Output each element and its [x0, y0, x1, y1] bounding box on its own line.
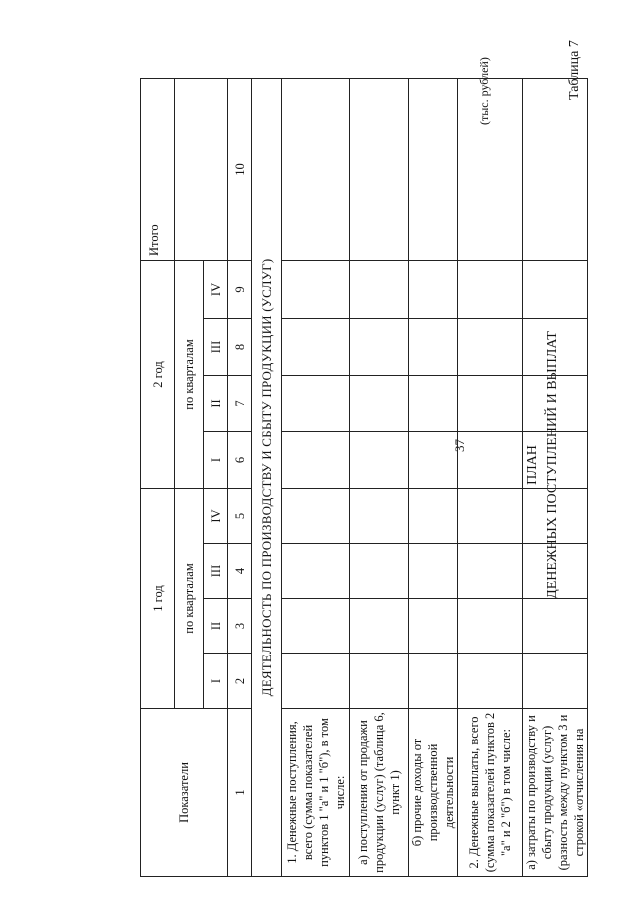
column-number: 7 — [228, 375, 252, 431]
header-y1-q2: II — [204, 599, 228, 654]
table-cell — [282, 544, 350, 599]
table-cell — [523, 544, 588, 599]
column-number: 10 — [228, 78, 252, 260]
row-label: 1. Денежные поступления, всего (сумма показателей пунктов 1 "а" и 1 "б"), в том числе: — [282, 709, 350, 877]
header-indicators: Показатели — [141, 709, 228, 877]
column-number: 2 — [228, 654, 252, 709]
table-cell — [350, 599, 409, 654]
table-cell — [282, 488, 350, 543]
cash-flow-plan-table — [140, 78, 588, 877]
table-cell — [282, 78, 350, 260]
row-label: а) поступления от продажи продукции (услуг) (таблица 6, пункт 1) — [350, 709, 409, 877]
table-cell — [350, 488, 409, 543]
header-y2-q1: I — [204, 431, 228, 488]
table-cell — [409, 544, 458, 599]
table-cell — [350, 375, 409, 431]
table-cell — [282, 375, 350, 431]
header-y2-q2: II — [204, 375, 228, 431]
column-number: 3 — [228, 599, 252, 654]
table-cell — [409, 318, 458, 375]
row-label: 2. Денежные выплаты, всего (сумма показателей пунктов 2 "а" и 2 "б") в том числе: — [458, 709, 523, 877]
table-cell — [523, 78, 588, 260]
table-cell — [523, 260, 588, 318]
header-y2-q4: IV — [204, 260, 228, 318]
table-cell — [409, 78, 458, 260]
table-cell — [458, 599, 523, 654]
header-year2: 2 год — [141, 260, 175, 488]
column-number: 1 — [228, 709, 252, 877]
column-number: 9 — [228, 260, 252, 318]
table-cell — [458, 260, 523, 318]
table-number: Таблица 7 — [567, 40, 582, 100]
table-cell — [458, 654, 523, 709]
column-number: 8 — [228, 318, 252, 375]
table-cell — [409, 260, 458, 318]
table-cell — [523, 599, 588, 654]
column-number: 6 — [228, 431, 252, 488]
table-cell — [458, 318, 523, 375]
table-cell — [523, 318, 588, 375]
document-title-line1: ПЛАН — [525, 445, 540, 485]
table-cell — [350, 318, 409, 375]
table-cell — [350, 654, 409, 709]
table-cell — [523, 431, 588, 488]
table-cell — [350, 78, 409, 260]
table-cell — [409, 375, 458, 431]
page-number: 37 — [452, 439, 467, 452]
row-label: б) прочие доходы от производственной деятельности — [409, 709, 458, 877]
table-cell — [282, 654, 350, 709]
table-cell — [350, 260, 409, 318]
table-cell — [350, 431, 409, 488]
table-cell — [458, 375, 523, 431]
header-y1-q4: IV — [204, 488, 228, 543]
header-y1-q3: III — [204, 544, 228, 599]
table-cell — [350, 544, 409, 599]
column-number: 5 — [228, 488, 252, 543]
row-label: а) затраты по производству и сбыту продукции (услуг) (разность между пунктом 3 и строкой «отчисления на — [523, 709, 588, 877]
section-title: ДЕЯТЕЛЬНОСТЬ ПО ПРОИЗВОДСТВУ И СБЫТУ ПРОДУКЦИИ (УСЛУГ) — [252, 78, 282, 876]
header-year1-by-quarters: по кварталам — [175, 488, 204, 708]
table-cell — [523, 654, 588, 709]
table-cell — [458, 544, 523, 599]
table-cell — [523, 488, 588, 543]
document-title-line2: ДЕНЕЖНЫХ ПОСТУПЛЕНИЙ И ВЫПЛАТ — [545, 331, 560, 599]
table-cell — [458, 431, 523, 488]
header-y1-q1: I — [204, 654, 228, 709]
table-cell — [282, 260, 350, 318]
table-cell — [458, 488, 523, 543]
table-cell — [458, 78, 523, 260]
table-cell — [409, 431, 458, 488]
header-y2-q3: III — [204, 318, 228, 375]
table-cell — [409, 488, 458, 543]
header-year1: 1 год — [141, 488, 175, 708]
header-year2-by-quarters: по кварталам — [175, 260, 204, 488]
table-cell — [409, 654, 458, 709]
header-total: Итого — [141, 78, 175, 260]
table-cell — [523, 375, 588, 431]
table-cell — [282, 431, 350, 488]
table-cell — [282, 599, 350, 654]
table-cell — [282, 318, 350, 375]
header-total-blank — [175, 78, 228, 260]
column-number: 4 — [228, 544, 252, 599]
units-note: (тыс. рублей) — [477, 57, 491, 125]
table-cell — [409, 599, 458, 654]
